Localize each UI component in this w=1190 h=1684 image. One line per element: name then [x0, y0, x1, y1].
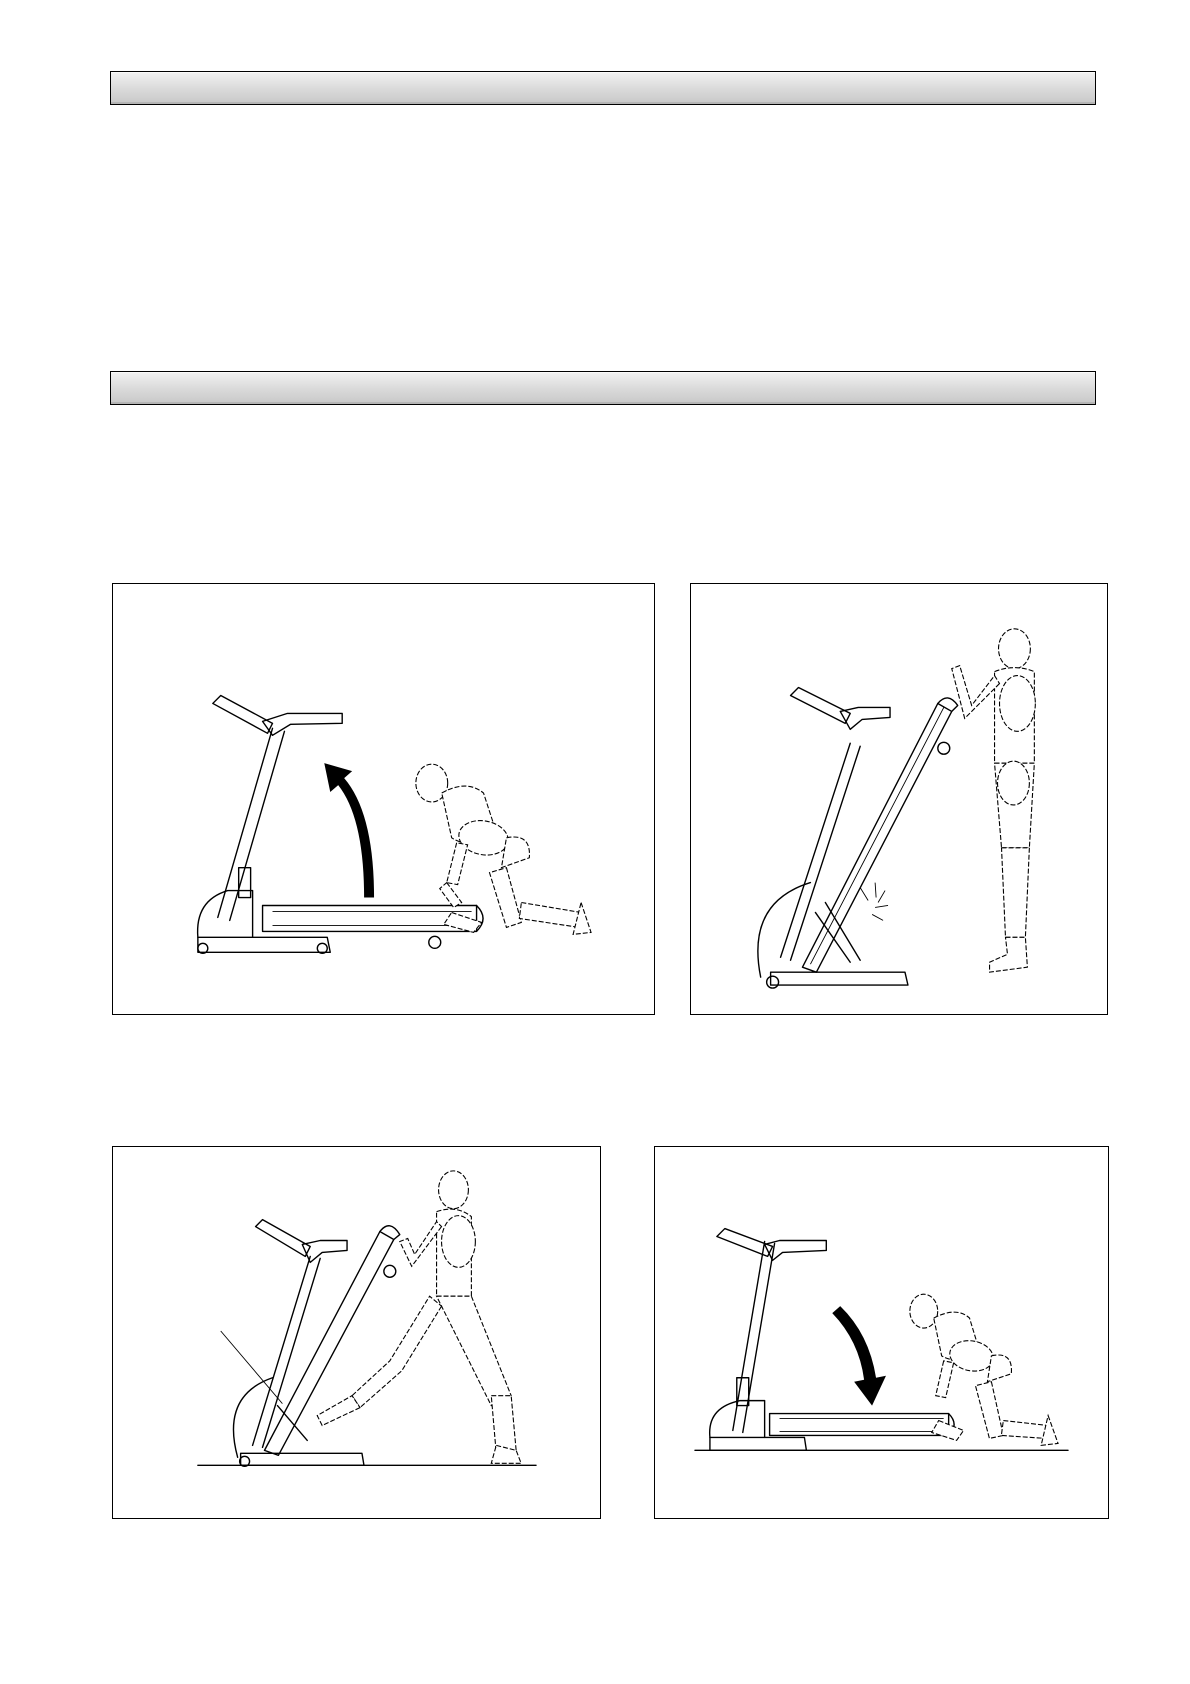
figure-lift-deck — [112, 583, 655, 1015]
figure-lower-deck — [654, 1146, 1109, 1519]
figure-folded-upright — [690, 583, 1108, 1015]
section-header-bar-1 — [110, 71, 1096, 105]
figure-release-latch — [112, 1146, 601, 1519]
treadmill-folded-upright-icon — [691, 584, 1107, 1014]
section-header-bar-2 — [110, 371, 1096, 405]
treadmill-release-latch-icon — [113, 1147, 600, 1518]
treadmill-lower-deck-icon — [655, 1147, 1108, 1518]
treadmill-lift-deck-icon — [113, 584, 654, 1014]
